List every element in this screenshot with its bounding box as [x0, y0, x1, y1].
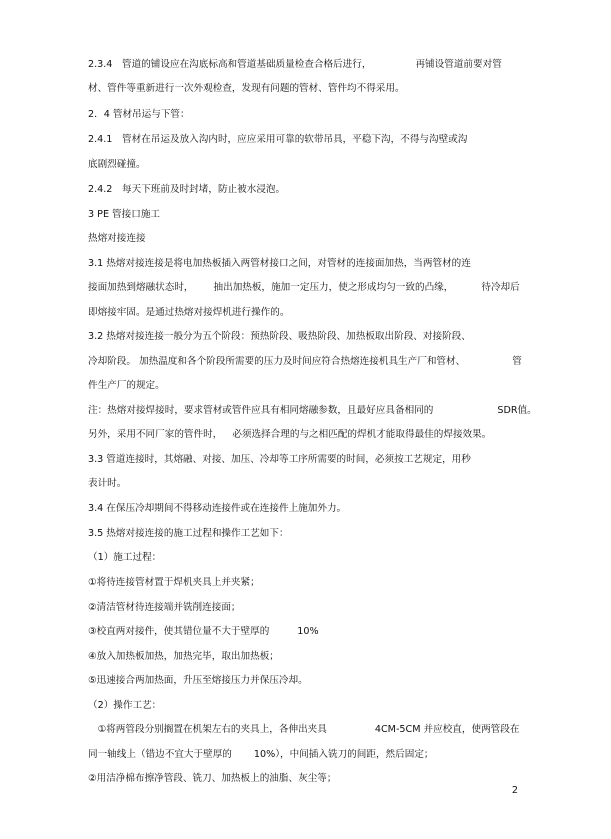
text-line [88, 108, 190, 122]
text-line [88, 551, 161, 565]
text-segment: （1）施工过程： [88, 552, 162, 563]
text-segment: 底剧烈碰撞。 [88, 159, 146, 170]
text-line [88, 772, 336, 786]
text-segment: 管 [512, 356, 522, 367]
text-line [88, 158, 146, 172]
text-segment: 2.4.2 每天下班前及时封堵，防止被水浸泡。 [88, 184, 286, 195]
text-segment: ②用洁净棉布擦净管段、铣刀、加热板上的油脂、灰尘等； [88, 773, 337, 784]
text-segment: 接面加热到熔融状态时， [88, 282, 194, 293]
text-line [88, 601, 241, 615]
text-line [88, 477, 126, 491]
text-segment: 表计时。 [88, 478, 127, 489]
text-line [88, 674, 308, 688]
text-line [88, 232, 146, 246]
text-segment: 10%），中间插入铣刀的间距，然后固定； [253, 749, 434, 760]
page-number: 2 [511, 785, 518, 796]
text-line [88, 82, 405, 96]
text-segment: ④放入加热板加热，加热完毕，取出加热板； [88, 651, 279, 662]
text-segment: 2.3.4 管道的铺设应在沟底标高和管道基础质量检查合格后进行， [88, 59, 372, 70]
text-line [88, 428, 491, 442]
text-segment: 即熔接牢固。是通过热熔对接焊机进行操作的。 [88, 307, 290, 318]
text-line [88, 379, 165, 393]
text-line [88, 257, 471, 271]
text-segment: 待冷却后 [481, 282, 520, 293]
text-line [88, 330, 471, 344]
text-segment: 3.3 管道连接时，其熔融、对接、加压、冷却等工序所需要的时间，必须按工艺规定，用秒 [88, 454, 471, 465]
text-segment: 2．4 管材吊运与下管： [88, 109, 190, 120]
text-segment: 10% [297, 626, 319, 637]
text-segment: 2.4.1 管材在吊运及放入沟内时，应应采用可靠的软带吊具，平稳下沟，不得与沟壁或沟 [88, 134, 468, 145]
text-segment: 抽出加热板，施加一定压力，使之形成均匀一致的凸缘， [213, 282, 454, 293]
text-segment: ⑤迅速接合两加热面，升压至熔接压力并保压冷却。 [88, 675, 308, 686]
text-segment: 3.1 热熔对接连接是将电加热板插入两管材接口之间，对管材的连接面加热，当两管材的连 [88, 258, 471, 269]
text-segment: 热熔对接连接 [88, 233, 146, 244]
text-segment: 4CM-5CM 并应校直，使两管段在 [374, 724, 520, 735]
text-line [88, 576, 260, 590]
text-segment: ②清洁管材待连接端并铣削连接面； [88, 602, 241, 613]
text-line [88, 625, 319, 639]
text-line [88, 183, 285, 197]
text-line [88, 281, 520, 295]
text-segment: 3.2 热熔对接连接一般分为五个阶段：预热阶段、吸热阶段、加热板取出阶段、对接阶段、 [88, 331, 471, 342]
text-line [88, 133, 467, 147]
text-line [88, 723, 519, 737]
text-segment: ③校直两对接件，使其错位量不大于壁厚的 [88, 626, 270, 637]
text-segment: 再铺设管道前要对管 [415, 59, 502, 70]
text-segment: ①将待连接管材置于焊机夹具上并夹紧； [88, 577, 260, 588]
text-segment: 3.4 在保压冷却期间不得移动连接件或在连接件上施加外力。 [88, 503, 347, 514]
text-line [88, 527, 289, 541]
text-segment: SDR值。 [497, 405, 537, 416]
text-segment: 件生产厂的规定。 [88, 380, 165, 391]
text-segment: 3.5 热熔对接连接的施工过程和操作工艺如下： [88, 528, 289, 539]
text-line [88, 404, 537, 418]
text-segment: 冷却阶段。 加热温度和各个阶段所需要的压力及时间应符合热熔连接机具生产厂和管材、 [88, 356, 466, 367]
text-line [88, 306, 289, 320]
text-segment: 同一轴线上（错边不宜大于壁厚的 [88, 749, 232, 760]
text-segment: 3 PE 管接口施工 [88, 209, 161, 220]
text-line [88, 208, 160, 222]
text-line [88, 355, 522, 369]
text-line [88, 58, 502, 72]
text-segment: （2）操作工艺： [88, 700, 162, 711]
text-line [88, 502, 346, 516]
text-line [88, 650, 279, 664]
text-segment: 材、管件等重新进行一次外观检查，发现有问题的管材、管件均不得采用。 [88, 83, 405, 94]
text-segment: 另外，采用不同厂家的管件时， [88, 429, 223, 440]
text-segment: 注：热熔对接焊接时，要求管材或管件应具有相同熔融参数，且最好应具备相同的 [88, 405, 434, 416]
text-segment: 必须选择合理的与之相匹配的焊机才能取得最佳的焊接效果。 [232, 429, 492, 440]
text-segment: ①将两管段分别搁置在机架左右的夹具上，各伸出夹具 [88, 724, 327, 735]
text-line [88, 748, 434, 762]
text-line [88, 453, 471, 467]
text-line [88, 699, 161, 713]
